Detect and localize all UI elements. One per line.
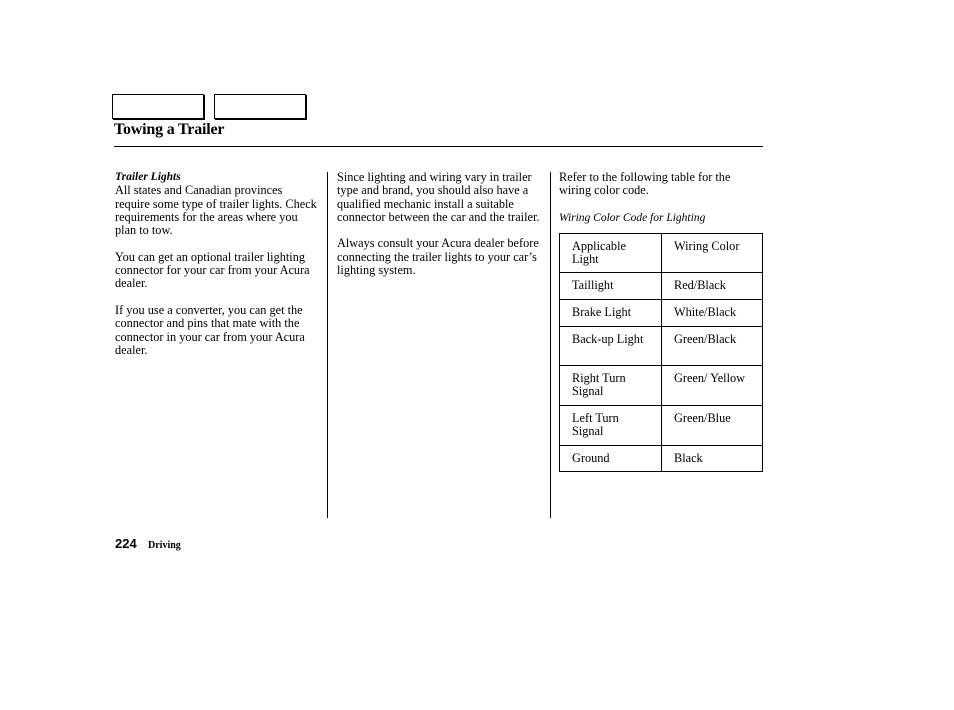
table-cell: Right Turn Signal [560, 365, 662, 405]
nav-box-next[interactable] [214, 94, 306, 119]
table-cell: Back-up Light [560, 326, 662, 365]
paragraph: Since lighting and wiring vary in trailer type and brand, you should also have a qualified mechanic install a suitable connector between the car and the trailer. [337, 170, 540, 224]
table-row [560, 299, 763, 326]
paragraph: If you use a converter, you can get the connector and pins that mate with the connector in your car from your Acura dealer. [115, 302, 305, 357]
table-cell: Ground [560, 445, 662, 471]
column-2 [337, 171, 545, 291]
table-header-cell: Wiring Color [662, 233, 763, 272]
section-name: Driving [148, 540, 181, 551]
table-cell: Left Turn Signal [560, 405, 662, 445]
column-1 [115, 171, 320, 370]
table-caption: Wiring Color Code for Lighting [559, 211, 706, 224]
table-cell: Green/Black [662, 326, 763, 365]
table-cell: Taillight [560, 272, 662, 299]
table-cell: Black [662, 445, 763, 471]
page-title: Towing a Trailer [114, 121, 225, 138]
nav-box-previous[interactable] [112, 94, 204, 119]
table-row [560, 365, 763, 405]
table-cell: Red/Black [662, 272, 763, 299]
table-cell: Brake Light [560, 299, 662, 326]
table-intro: Refer to the following table for the wiring color code. [559, 170, 731, 198]
table-header-row [560, 233, 763, 272]
title-rule [114, 146, 763, 147]
column-divider [550, 172, 551, 518]
paragraph: You can get an optional trailer lighting connector for your car from your Acura dealer. [115, 249, 310, 291]
table-row [560, 405, 763, 445]
column-3 [559, 171, 763, 472]
section-subhead: Trailer Lights [115, 171, 181, 183]
page-number: 224 [115, 536, 137, 551]
wiring-color-table [559, 233, 763, 472]
table-cell: Green/ Yellow [662, 365, 763, 405]
table-row [560, 445, 763, 471]
table-cell: Green/Blue [662, 405, 763, 445]
table-header-cell: Applicable Light [560, 233, 662, 272]
paragraph: All states and Canadian provinces require some type of trailer lights. Check requirements for the areas where you plan to tow. [115, 183, 317, 238]
table-row [560, 272, 763, 299]
table-row [560, 326, 763, 365]
column-divider [327, 172, 328, 518]
paragraph: Always consult your Acura dealer before connecting the trailer lights to your car’s lighting system. [337, 236, 539, 278]
table-cell: White/Black [662, 299, 763, 326]
